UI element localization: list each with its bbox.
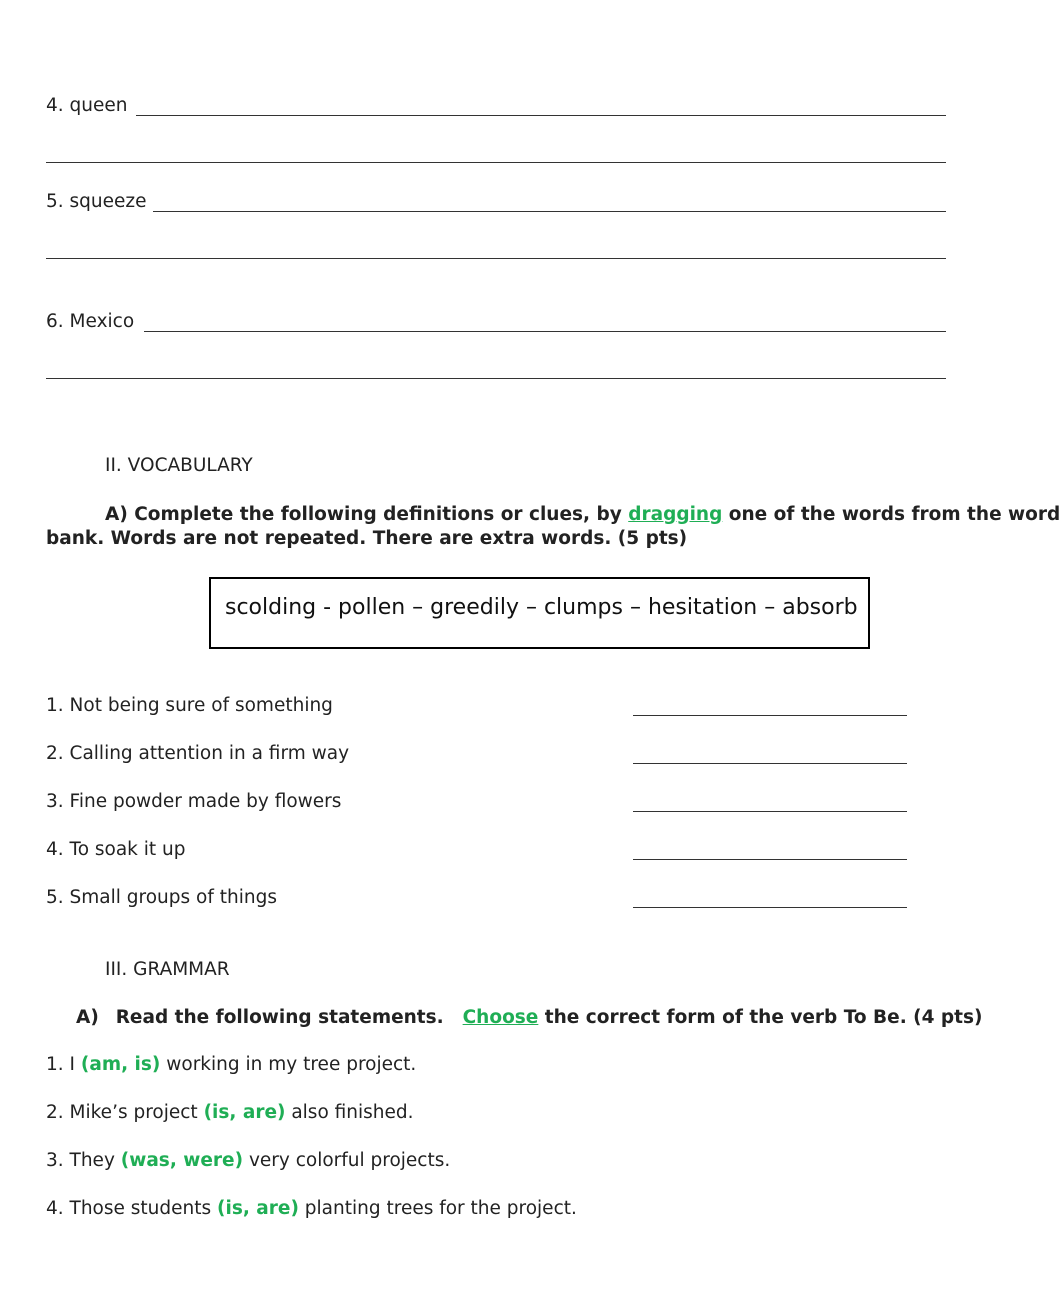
verb-choice[interactable]: (is, are) [203, 1102, 286, 1123]
verb-choice[interactable]: (am, is) [80, 1054, 161, 1075]
verb-choice[interactable]: (is, are) [217, 1198, 299, 1219]
vocabulary-instruction [46, 503, 1060, 551]
answer-line[interactable] [144, 331, 946, 332]
choose-link[interactable]: Choose [462, 1007, 539, 1028]
drop-target[interactable] [633, 859, 907, 860]
statement-text: 2. Mike’s project [46, 1102, 204, 1123]
clue-1: 1. Not being sure of something [46, 695, 333, 716]
statement-4 [46, 1198, 577, 1219]
writing-item-6 [46, 311, 134, 332]
drop-target[interactable] [633, 715, 907, 716]
statement-text: working in my tree project. [160, 1054, 417, 1075]
answer-line[interactable] [46, 162, 946, 163]
instruction-text-line2: bank. Words are not repeated. There are extra words. (5 pts) [46, 528, 688, 549]
instruction-text: Read the following statements. [115, 1007, 444, 1028]
statement-text: very colorful projects. [243, 1150, 451, 1171]
instruction-text: the correct form of the verb To Be. (4 pts) [544, 1007, 983, 1028]
statement-1 [46, 1054, 416, 1075]
answer-line[interactable] [46, 378, 946, 379]
item-number: 4. [46, 95, 64, 116]
drop-target[interactable] [633, 907, 907, 908]
drop-target[interactable] [633, 811, 907, 812]
item-number: 5. [46, 191, 64, 212]
item-word: queen [69, 95, 128, 116]
answer-line[interactable] [153, 211, 946, 212]
clue-4: 4. To soak it up [46, 839, 186, 860]
verb-choice[interactable]: (was, were) [120, 1150, 244, 1171]
instruction-text: one of the words from the word [722, 504, 1060, 525]
instruction-label: A) [76, 1007, 99, 1028]
grammar-instruction [76, 1007, 982, 1028]
statement-text: 1. I [46, 1054, 81, 1075]
statement-3 [46, 1150, 450, 1171]
answer-line[interactable] [46, 258, 946, 259]
writing-item-4 [46, 95, 128, 116]
word-bank [209, 577, 870, 649]
dragging-link[interactable]: dragging [628, 504, 723, 525]
clue-5: 5. Small groups of things [46, 887, 277, 908]
item-number: 6. [46, 311, 64, 332]
drop-target[interactable] [633, 763, 907, 764]
instruction-text: A) Complete the following definitions or clues, by [105, 504, 629, 525]
statement-text: also finished. [285, 1102, 414, 1123]
statement-2 [46, 1102, 414, 1123]
section-heading-vocabulary: II. VOCABULARY [105, 455, 253, 476]
statement-text: 4. Those students [46, 1198, 218, 1219]
answer-line[interactable] [136, 115, 946, 116]
section-heading-grammar: III. GRAMMAR [105, 959, 230, 980]
word-bank-words[interactable]: scolding - pollen – greedily – clumps – hesitation – absorb [225, 595, 858, 620]
writing-item-5 [46, 191, 147, 212]
statement-text: planting trees for the project. [298, 1198, 577, 1219]
statement-text: 3. They [46, 1150, 121, 1171]
clue-3: 3. Fine powder made by flowers [46, 791, 342, 812]
item-word: squeeze [69, 191, 147, 212]
item-word: Mexico [69, 311, 135, 332]
clue-2: 2. Calling attention in a firm way [46, 743, 350, 764]
